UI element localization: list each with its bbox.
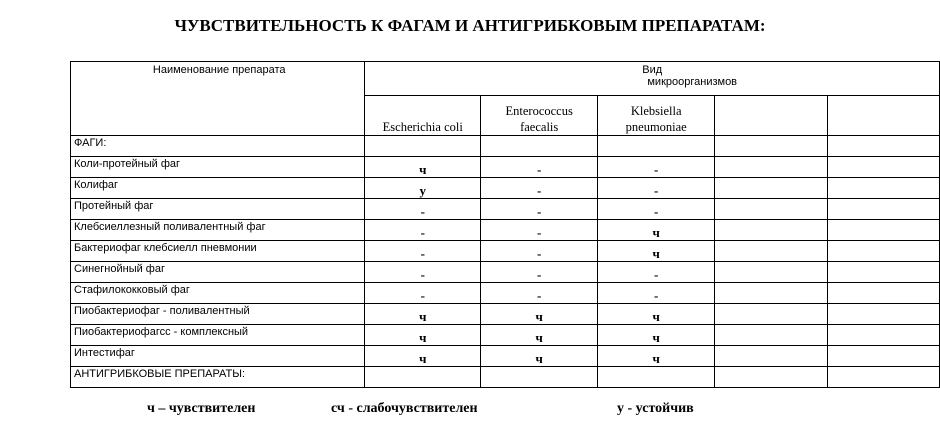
sensitivity-value: -	[481, 199, 598, 220]
sensitivity-value: -	[365, 241, 481, 262]
empty-cell	[715, 178, 827, 199]
empty-cell	[827, 283, 939, 304]
sensitivity-value: ч	[365, 304, 481, 325]
drug-name: Интестифаг	[71, 346, 365, 367]
sensitivity-value: ч	[365, 157, 481, 178]
legend-weak: сч - слабочувствителен	[331, 401, 478, 416]
header-row	[71, 62, 940, 96]
empty-cell	[827, 136, 939, 157]
table-row	[71, 157, 940, 178]
drug-name: Колифаг	[71, 178, 365, 199]
table-row	[71, 178, 940, 199]
table-row	[71, 283, 940, 304]
table-row	[71, 262, 940, 283]
sensitivity-value: ч	[598, 241, 715, 262]
table-row	[71, 304, 940, 325]
sensitivity-value: -	[481, 262, 598, 283]
empty-cell	[827, 346, 939, 367]
sensitivity-value: -	[481, 241, 598, 262]
empty-cell	[715, 304, 827, 325]
empty-cell	[715, 367, 827, 388]
sensitivity-value: -	[598, 157, 715, 178]
sensitivity-value: -	[481, 283, 598, 304]
sensitivity-value: -	[365, 262, 481, 283]
empty-cell	[598, 136, 715, 157]
sensitivity-value: ч	[481, 346, 598, 367]
drug-name: Протейный фаг	[71, 199, 365, 220]
empty-cell	[715, 262, 827, 283]
sensitivity-value: ч	[481, 325, 598, 346]
sensitivity-value: ч	[365, 346, 481, 367]
empty-cell	[365, 136, 481, 157]
empty-cell	[827, 304, 939, 325]
sensitivity-value: ч	[481, 304, 598, 325]
empty-cell	[715, 346, 827, 367]
section-label: АНТИГРИБКОВЫЕ ПРЕПАРАТЫ:	[71, 367, 365, 388]
empty-cell	[827, 262, 939, 283]
header-organism-group: Вид микроорганизмов	[365, 62, 940, 96]
sensitivity-value: -	[598, 199, 715, 220]
empty-cell	[715, 157, 827, 178]
sensitivity-value: -	[365, 199, 481, 220]
empty-cell	[827, 178, 939, 199]
drug-name: Стафилококковый фаг	[71, 283, 365, 304]
table-row	[71, 199, 940, 220]
empty-cell	[715, 325, 827, 346]
empty-cell	[715, 220, 827, 241]
empty-cell	[827, 367, 939, 388]
organism-header: Escherichia coli	[365, 96, 481, 136]
legend-sensitive: ч – чувствителен	[147, 401, 256, 416]
header-drug-name: Наименование препарата	[71, 62, 365, 136]
organism-header: Enterococcus faecalis	[481, 96, 598, 136]
sensitivity-value: у	[365, 178, 481, 199]
sensitivity-value: -	[598, 178, 715, 199]
table-row	[71, 220, 940, 241]
drug-name: Бактериофаг клебсиелл пневмонии	[71, 241, 365, 262]
empty-cell	[715, 283, 827, 304]
sensitivity-value: ч	[598, 220, 715, 241]
empty-cell	[365, 367, 481, 388]
empty-cell	[598, 367, 715, 388]
table-row	[71, 241, 940, 262]
empty-cell	[827, 325, 939, 346]
empty-cell	[715, 136, 827, 157]
section-row-antifungal	[71, 367, 940, 388]
empty-cell	[715, 96, 827, 136]
table-row	[71, 325, 940, 346]
empty-cell	[827, 220, 939, 241]
sensitivity-table	[70, 61, 940, 388]
sensitivity-value: -	[481, 220, 598, 241]
drug-name: Синегнойный фаг	[71, 262, 365, 283]
sensitivity-value: -	[598, 283, 715, 304]
empty-cell	[715, 199, 827, 220]
empty-cell	[481, 136, 598, 157]
drug-name: Коли-протейный фаг	[71, 157, 365, 178]
drug-name: Клебсиеллезный поливалентный фаг	[71, 220, 365, 241]
empty-cell	[827, 241, 939, 262]
empty-cell	[481, 367, 598, 388]
organism-header: Klebsiella pneumoniae	[598, 96, 715, 136]
sensitivity-value: ч	[598, 346, 715, 367]
section-label: ФАГИ:	[71, 136, 365, 157]
sensitivity-value: ч	[598, 325, 715, 346]
table-row	[71, 346, 940, 367]
drug-name: Пиобактериофаг - поливалентный	[71, 304, 365, 325]
sensitivity-value: -	[365, 220, 481, 241]
empty-cell	[715, 241, 827, 262]
sensitivity-value: -	[481, 178, 598, 199]
sensitivity-value: ч	[598, 304, 715, 325]
empty-cell	[827, 96, 939, 136]
sensitivity-value: -	[365, 283, 481, 304]
sensitivity-value: -	[481, 157, 598, 178]
empty-cell	[827, 157, 939, 178]
page-title: ЧУВСТВИТЕЛЬНОСТЬ К ФАГАМ И АНТИГРИБКОВЫМ ПРЕПАРАТАМ:	[174, 16, 766, 35]
sensitivity-value: -	[598, 262, 715, 283]
sensitivity-value: ч	[365, 325, 481, 346]
section-row-phages	[71, 136, 940, 157]
legend-resistant: у - устойчив	[617, 401, 694, 416]
empty-cell	[827, 199, 939, 220]
drug-name: Пиобактериофагсс - комплексный	[71, 325, 365, 346]
